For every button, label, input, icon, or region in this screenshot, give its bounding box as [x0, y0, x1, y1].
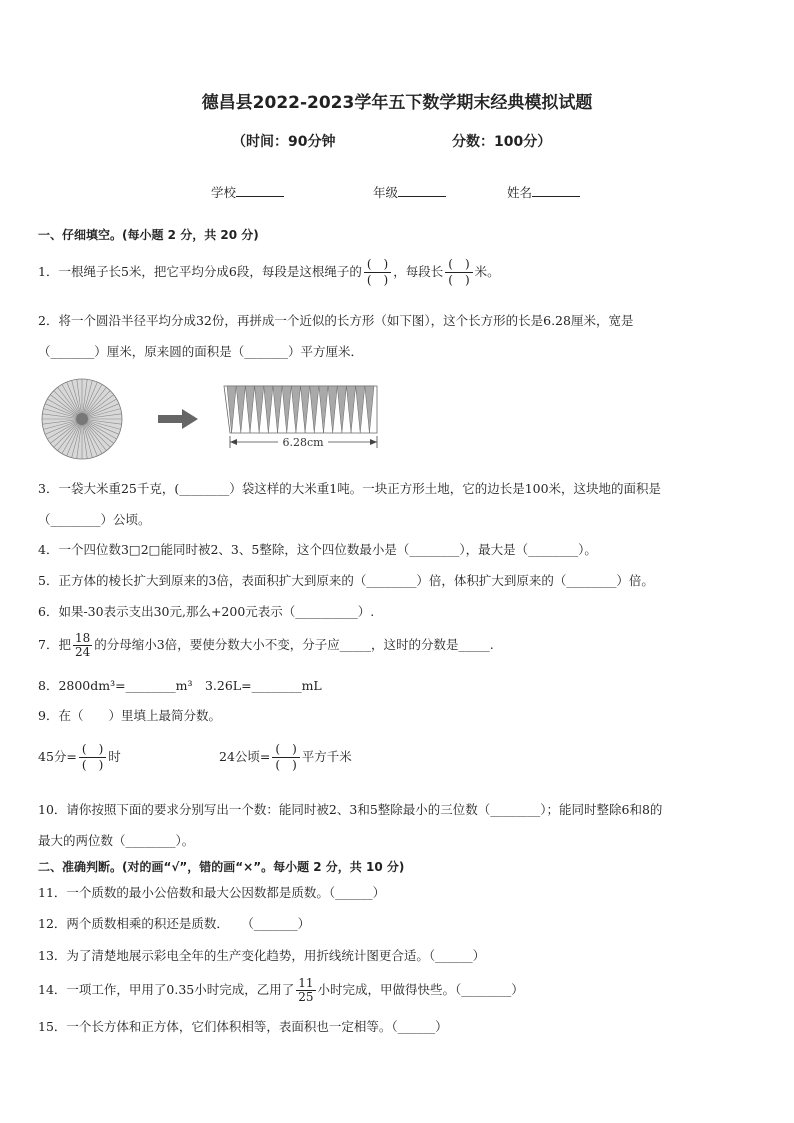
question-2-line2: （_______）厘米，原来圆的面积是（_______）平方厘米． — [38, 344, 364, 359]
question-12: 12．两个质数相乘的积还是质数． （_______） — [38, 916, 311, 931]
fraction-blank[interactable]: $\frac{( )}{( )}$ — [445, 257, 472, 288]
circle-to-rectangle-figure — [34, 378, 384, 460]
question-4: 4．一个四位数3□2□能同时被2、3、5整除，这个四位数最小是（________），最大是（________）。 — [38, 542, 597, 557]
fraction-11-25: $\frac{11}{25}$ — [298, 976, 314, 1004]
question-10-line2: 最大的两位数（________）。 — [38, 833, 195, 848]
question-11: 11．一个质数的最小公倍数和最大公因数都是质数。（______） — [38, 885, 386, 900]
question-9a: 45分= $\frac{( )}{( )}$ 时 — [38, 742, 121, 772]
total-score: 分数：100分） — [452, 134, 552, 150]
question-3-line2: （________）公顷。 — [38, 512, 151, 527]
school-label: 学校 — [211, 185, 237, 200]
time-limit: （时间：90分钟 — [232, 134, 336, 150]
section-2-heading: 二、准确判断。(对的画“√”，错的画“×”。每小题 2 分，共 10 分) — [38, 860, 405, 874]
question-7: 7．把 $\frac{18}{24}$ 的分母缩小3倍，要使分数大小不变，分子应_____，这时的分数是_____. — [38, 631, 494, 659]
question-10-line1: 10．请你按照下面的要求分别写出一个数：能同时被2、3和5整除最小的三位数（________）；能同时整除6和8的 — [38, 802, 663, 817]
question-5: 5．正方体的棱长扩大到原来的3倍，表面积扩大到原来的（________）倍，体积扩大到原来的（________）倍。 — [38, 573, 654, 588]
question-15: 15．一个长方体和正方体，它们体积相等，表面积也一定相等。（______） — [38, 1019, 448, 1034]
arrow-icon — [158, 409, 198, 429]
question-13: 13．为了清楚地展示彩电全年的生产变化趋势，用折线统计图更合适。（______） — [38, 948, 486, 963]
question-9b: 24公顷= $\frac{( )}{( )}$ 平方千米 — [219, 742, 352, 772]
fraction-blank[interactable]: $\frac{( )}{( )}$ — [79, 742, 106, 773]
question-6: 6．如果-30表示支出30元,那么+200元表示（__________）. — [38, 604, 375, 619]
divided-circle — [42, 379, 122, 459]
rectangle-shape — [224, 386, 377, 433]
question-3-line1: 3．一袋大米重25千克，(________）袋这样的大米重1吨。一块正方形土地，它的边长是100米，这块地的面积是 — [38, 481, 662, 496]
name-field[interactable] — [507, 183, 580, 201]
exam-title: 德昌县2022-2023学年五下数学期末经典模拟试题 — [201, 93, 593, 113]
grade-label: 年级 — [373, 185, 399, 200]
name-label: 姓名 — [507, 185, 533, 200]
grade-field[interactable] — [373, 183, 446, 201]
question-14: 14．一项工作，甲用了0.35小时完成，乙用了 $\frac{11}{25}$ 小时完成，甲做得快些。（________） — [38, 976, 524, 1004]
section-1-heading: 一、仔细填空。(每小题 2 分，共 20 分) — [38, 228, 259, 242]
question-2-line1: 2．将一个圆沿半径平均分成32份，再拼成一个近似的长方形（如下图），这个长方形的长是6.28厘米，宽是 — [38, 313, 634, 328]
dimension-label: 6.28cm — [282, 436, 324, 449]
school-field[interactable] — [211, 183, 284, 201]
fraction-18-24: $\frac{18}{24}$ — [74, 631, 91, 659]
question-1: 1．一根绳子长5米，把它平均分成6段，每段是这根绳子的 $\frac{( )}{( )}$ ，每段长 $\frac{( )}{( )}$ 米。 — [38, 257, 500, 287]
fraction-blank[interactable]: $\frac{( )}{( )}$ — [272, 742, 299, 773]
question-8: 8．2800dm³=________m³ 3.26L=________mL — [38, 678, 322, 693]
fraction-blank[interactable]: $\frac{( )}{( )}$ — [364, 257, 391, 288]
question-9: 9．在（ ）里填上最简分数。 — [38, 708, 221, 723]
